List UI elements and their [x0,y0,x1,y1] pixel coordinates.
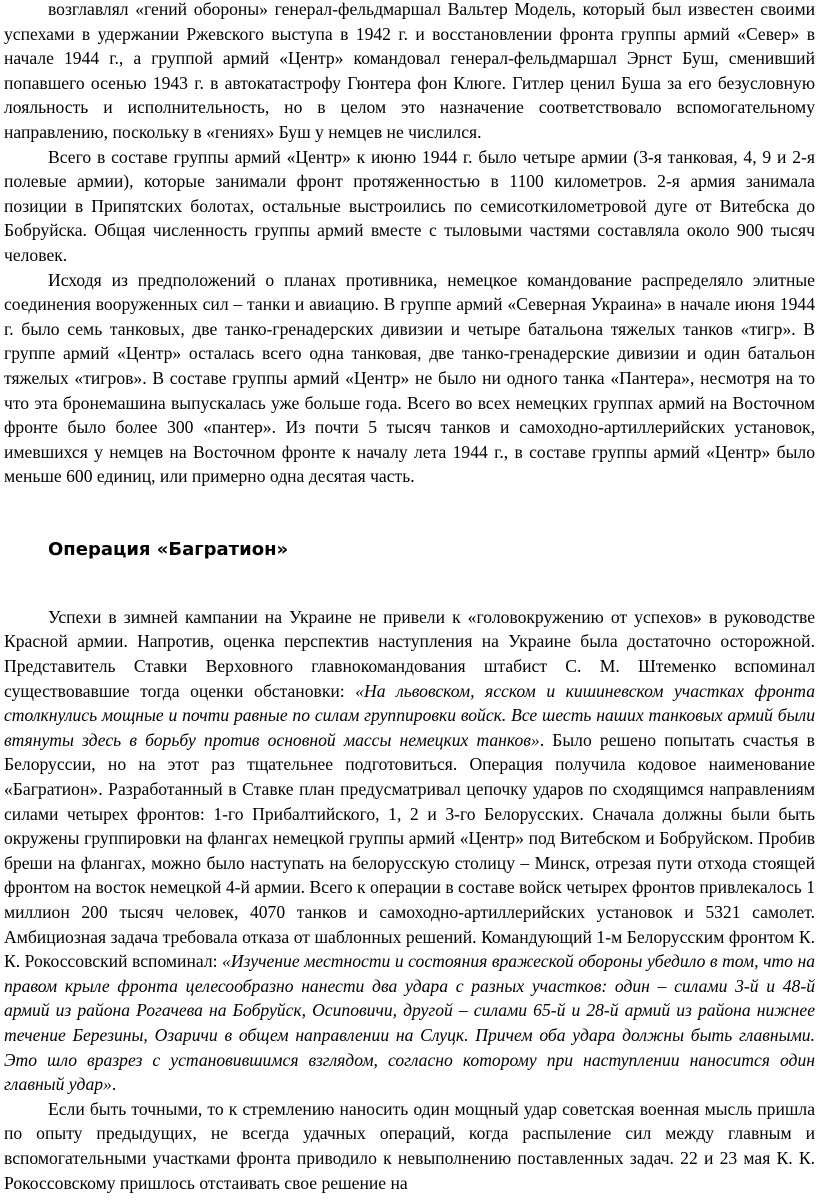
text-segment: Успехи в зимней кампании на Украине не привели к «головокружению от успехов» в руководстве Красной армии. Напротив, оценка перспектив наступления на Украине была достаточно осторожной. Представитель Ставки Верховного главнокомандования штабист С. М. Штеменко вспоминал существовавшие тогда оценки обстановки: [4,606,815,701]
paragraph-tank-distribution: Исходя из предположений о планах противника, немецкое командование распределяло элитные соединения вооруженных сил – танки и авиацию. В группе армий «Северная Украина» в начале июня 1944 г. было семь танковых, две танко-гренадерских дивизии и четыре батальона тяжелых танков «тигр». В группе армий «Центр» осталась всего одна танковая, две танко-гренадерские дивизии и один батальон тяжелых «тигров». В составе группы армий «Центр» не было ни одного танка «Пантера», несмотря на то что эта бронемашина выпускалась уже больше года. Всего во всех немецких группах армий на Восточном фронте было более 300 «пантер». Из почти 5 тысяч танков и самоходно-артиллерийских установок, имевшихся у немцев на Восточном фронте к началу лета 1944 г., в составе группы армий «Центр» было меньше 600 единиц, или примерно одна десятая часть. [4,269,815,487]
paragraph-single-strike: Если быть точными, то к стремлению наносить один мощный удар советская военная мысль пришла по опыту предыдущих, не всегда удачных операций, когда распыление сил между главным и вспомогательными участками фронта приводило к невыполнению поставленных задач. 22 и 23 мая К. К. Рокоссовскому пришлось отстаивать свое решение на [4,1098,815,1193]
paragraph-model-busch: возглавлял «гений обороны» генерал-фельдмаршал Вальтер Модель, который был известен своими успехами в удержании Ржевского выступа в 1942 г. и восстановлении фронта группы армий «Север» в начале 1944 г., а группой армий «Центр» командовал генерал-фельдмаршал Эрнст Буш, сменивший попавшего осенью 1943 г. в автокатастрофу Гюнтера фон Клюге. Гитлер ценил Буша за его безусловную лояльность и исполнительность, но в целом это назначение соответствовало вспомогательному направлению, поскольку в «гениях» Буш у немцев не числился. [4,0,815,142]
paragraph-operation-plan [4,605,815,1097]
text-segment: . Было решено попытать счастья в Белоруссии, но на этот раз тщательнее подготовиться. Операция получила кодовое наименование «Багратион». Разработанный в Ставке план предусматривал цепочку ударов по сходящимся направлениям силами четырех фронтов: 1-го Прибалтийского, 1, 2 и 3-го Белорусских. Сначала должны были быть окружены группировки на флангах немецкой группы армий «Центр» под Витебском и Бобруйском. Пробив бреши на флангах, можно было наступать на белорусскую столицу – Минск, отрезая пути отхода стоящей фронтом на восток немецкой 4-й армии. Всего к операции в составе войск четырех фронтов привлекалось 1 миллион 200 тысяч человек, 4070 танков и самоходно-артиллерийских установок и 5321 самолет. Амбициозная задача требовала отказа от шаблонных решений. Командующий 1-м Белорусским фронтом К. К. Рокоссовский вспоминал: [4,729,815,972]
quote-shtemenko: «На львовском, ясском и кишиневском участках фронта столкнулись мощные и почти равные по силам группировки войск. Все шесть наших танковых армий были втянуты здесь в борьбу против основной массы немецких танков» [4,680,815,750]
section-heading: Операция «Багратион» [48,538,289,560]
text-segment: . [111,1074,117,1095]
quote-rokossovsky: «Изучение местности и состояния вражеской обороны убедило в том, что на правом крыле фронта целесообразно нанести два удара с разных участков: один – силами 3-й и 48-й армий из района Рогачева на Бобруйск, Осиповичи, другой – силами 65-й и 28-й армий из района нижнее течение Березины, Озаричи в общем направлении на Слуцк. Причем оба удара должны быть главными. Это шло вразрез с установившимся взглядом, согласно которому при наступлении наносится один главный удар» [4,951,816,1095]
paragraph-army-group-composition: Всего в составе группы армий «Центр» к июню 1944 г. было четыре армии (3-я танковая, 4, 9 и 2-я полевые армии), которые занимали фронт протяженностью в 1100 километров. 2-я армия занимала позиции в Припятских болотах, остальные выстроились по семисоткилометровой дуге от Витебска до Бобруйска. Общая численность группы армий вместе с тыловыми частями составляла около 900 тысяч человек. [4,146,815,265]
